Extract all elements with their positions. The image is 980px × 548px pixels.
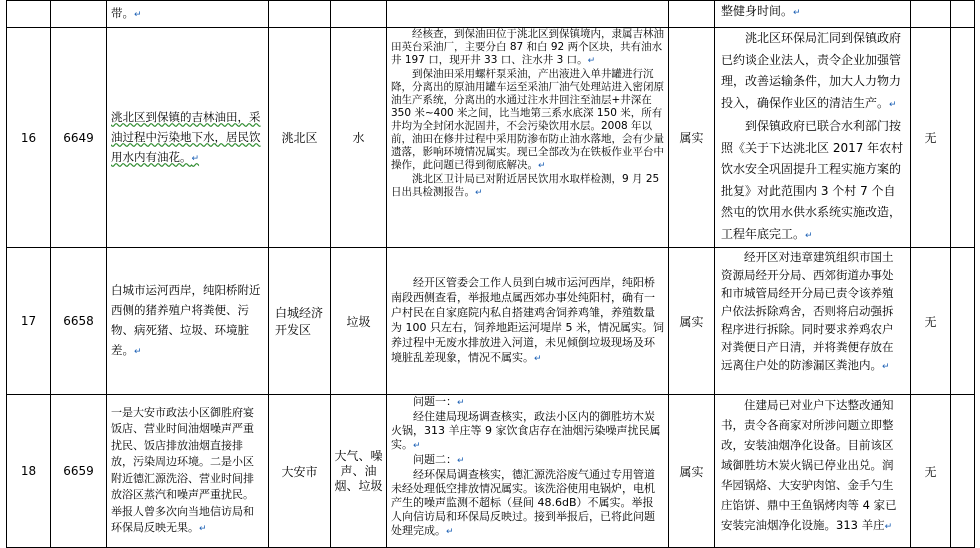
return-mark: ↵ xyxy=(475,188,483,198)
complaint-description: 一是大安市政法小区御胜府宴饭店、营业时间油烟噪声严重扰民、饭店排放油烟直接排放，污染周边环境。二是小区附近德汇源洗浴、营业时间排放浴区蒸汽和噪声严重扰民。举报人曾多次向当地信访局和环保局反映无果。↵ xyxy=(107,395,269,548)
pollution-type: 大气、噪声、油烟、垃圾 xyxy=(331,395,387,548)
admin-area: 洮北区 xyxy=(269,28,331,248)
row-number: 16 xyxy=(7,28,51,248)
rectification: 洮北区环保局汇同到保镇政府已约谈企业法人，责令企业加强管理，改善运输条件，加大人力物力投入，确保作业区的清洁生产。↵ 到保镇政府已联合水利部门按照《关于下达洮北区 2017 年农村饮水安全巩固提升工程实施方案的批复》对此范围内 3 个村 7 个自然屯的饮用水供水系统实施改造，工程年底完工。↵ xyxy=(715,28,911,248)
blank-cell xyxy=(951,248,975,395)
return-mark: ↵ xyxy=(884,522,893,532)
return-mark: ↵ xyxy=(805,230,813,241)
return-mark: ↵ xyxy=(134,347,142,357)
return-mark: ↵ xyxy=(446,527,454,537)
return-mark: ↵ xyxy=(134,10,142,20)
return-mark: ↵ xyxy=(882,362,890,372)
rectify-tail: 整健身时间。↵ xyxy=(715,1,911,28)
admin-area: 大安市 xyxy=(269,395,331,548)
is-true: 属实 xyxy=(669,28,715,248)
admin-area: 白城经济开发区 xyxy=(269,248,331,395)
blank-cell xyxy=(951,28,975,248)
is-true: 属实 xyxy=(669,248,715,395)
table-row xyxy=(7,248,975,395)
rectification: 住建局已对业户下达整改通知书，责令各商家对所涉问题立即整改，安装油烟净化设备。目前该区域御胜坊木炭火锅已停业出兑。润华园锅烙、大安驴肉馆、金手勺生庄馅饼、鼎中王鱼锅烤肉等 4 家已安装完油烟净化设施。313 羊庄↵ xyxy=(715,395,911,548)
accountability: 无 xyxy=(911,395,951,548)
table-row xyxy=(7,28,975,248)
return-mark: ↵ xyxy=(199,524,207,534)
return-mark: ↵ xyxy=(793,8,801,18)
complaint-description: 白城市运河西岸，纯阳桥附近西侧的猪养殖户将粪便、污物、病死猪、垃圾、环境脏差。↵ xyxy=(107,248,269,395)
table-row-continuation xyxy=(7,1,975,28)
return-mark: ↵ xyxy=(587,56,596,66)
complaint-description: 洮北区到保镇的吉林油田，采油过程中污染地下水，居民饮用水内有油花。↵ xyxy=(107,28,269,248)
accountability: 无 xyxy=(911,248,951,395)
return-mark: ↵ xyxy=(413,441,421,451)
blank-cell xyxy=(951,395,975,548)
case-id: 6659 xyxy=(51,395,107,548)
return-mark: ↵ xyxy=(191,153,200,164)
table-row xyxy=(7,395,975,548)
return-mark: ↵ xyxy=(457,456,465,466)
rectification: 经开区对违章建筑组织市国土资源局经开分局、西郊街道办事处和市城管局经开分局已责令该养殖户依法拆除鸡舍，否则将启动强拆程序进行拆除。同时要求养鸡农户对粪便日产日清，并将粪便存放在远离住户处的防渗漏区粪池内。↵ xyxy=(715,248,911,395)
desc-tail: 带。↵ xyxy=(107,1,269,28)
pollution-type: 水 xyxy=(331,28,387,248)
case-id: 6658 xyxy=(51,248,107,395)
is-true: 属实 xyxy=(669,395,715,548)
investigation-findings: 经开区管委会工作人员到白城市运河西岸，纯阳桥南段西侧查看，举报地点属西郊办事处纯阳村，确有一户村民在自家庭院内私自搭建鸡舍饲养鸡雏，养殖数量为 100 只左右，饲养地距运河堤岸 5 米，情况属实。饲养过程中无废水排放进入河道，未见倾倒垃圾现场及环境脏乱差现象，情况不属实。↵ xyxy=(387,248,669,395)
investigation-findings: 经核查，到保油田位于洮北区到保镇境内，隶属吉林油田英台采油厂，主要分白 87 和白 92 两个区块，共有油水井 197 口，现开井 33 口、注水井 3 口。↵ 到保油田采用螺杆泵采油，产出液进入单井罐进行沉降，分离出的原油用罐车运至采油厂油气处理站进入密闭原油生产系统，分离出的水通过注水井回注至油层+井深在 350 米~400 米之间，比当地第三系水底深 150 米，所有井均为全封闭水泥固井，不会污染饮用水层。2008 年以前，油田在修井过程中采用防渗布防止油水落地，会有少量遗落，影响环境情况属实。现已全部改为在铁板作业平台中操作，此问题已得到彻底解决。↵ 洮北区卫计局已对附近居民饮用水取样检测，9 月 25 日出具检测报告。↵ xyxy=(387,28,669,248)
row-number: 17 xyxy=(7,248,51,395)
return-mark: ↵ xyxy=(538,161,546,171)
return-mark: ↵ xyxy=(457,398,465,408)
case-id: 6649 xyxy=(51,28,107,248)
accountability: 无 xyxy=(911,28,951,248)
investigation-findings: 问题一：↵ 经住建局现场调查核实，政法小区内的御胜坊木炭火锅，313 羊庄等 9 家饮食店存在油烟污染噪声扰民属实。↵ 问题二：↵ 经环保局调查核实，德汇源洗浴废气通过专用管道未经处理低空排放情况属实。该洗浴使用电锅炉，电机产生的噪声监测不超标（昼间 48.6dB）不属实。举报人向信访局和环保局反映过。接到举报后，已将此问题处理完成。↵ xyxy=(387,395,669,548)
petition-table xyxy=(6,0,975,548)
pollution-type: 垃圾 xyxy=(331,248,387,395)
return-mark: ↵ xyxy=(534,354,542,364)
row-number: 18 xyxy=(7,395,51,548)
return-mark: ↵ xyxy=(889,99,897,110)
